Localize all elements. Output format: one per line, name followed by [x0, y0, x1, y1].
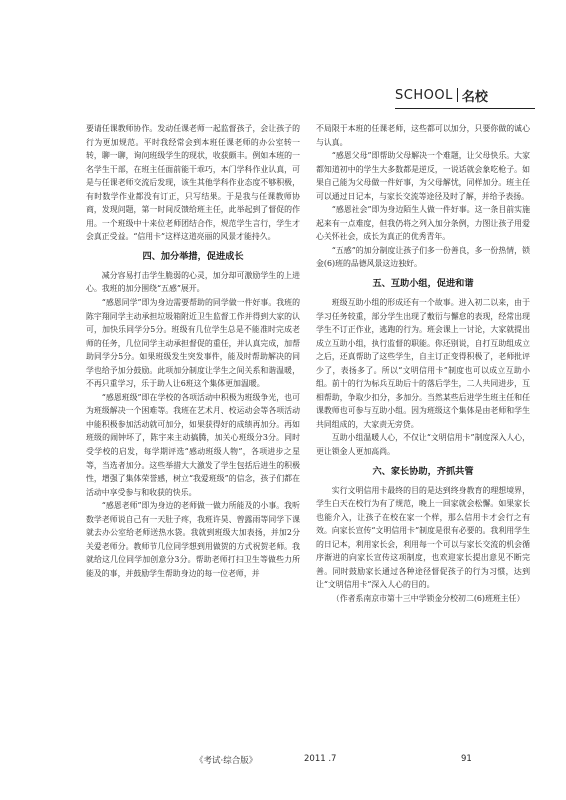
header-rule: [395, 108, 535, 109]
paragraph: 班级互助小组的形成还有一个故事。进入初二以来，由于学习任务较重，部分学生出现了敷衍与懈怠的表现，经常出现学生不订正作业，逃跑的行为。班会课上一讨论，大家就提出成立互助小组，执行监督的职能。你还别说，自打互助组成立之后，还真帮助了这些学生，自主订正变得积极了，老师批评少了，表扬多了。所以“文明信用卡”制度也可以成立互助小组。前十的行为标兵互助后十的落后学生，二人共同进步，互相帮助，争取少扣分，多加分。当然某些后进学生班主任和任课教师也可参与互助小组。因为班级这个集体是由老师和学生共同组成的，大家责无旁贷。: [316, 298, 530, 429]
paragraph: 不局限于本班的任课老师，这些都可以加分，只要你做的诚心与认真。: [316, 124, 530, 147]
author-note: （作者系南京市第十三中学锁金分校初二(6)班班主任）: [331, 593, 525, 603]
issue-date: 2011 .7: [304, 754, 337, 764]
section-heading-6: 六、家长协助，齐抓共管: [372, 465, 474, 477]
section-heading-5: 五、互助小组，促进和谐: [372, 278, 474, 290]
page-number: 91: [461, 754, 472, 764]
paragraph: “感恩社会”即为身边陌生人做一件好事。这一条目前实施起来有一点难度，但我仍将之列入加分条例，力图让孩子用爱心关怀社会，成长为真正的优秀青年。: [316, 205, 530, 242]
paragraph: 减分容易打击学生脆弱的心灵，加分却可激励学生的上进心。我班的加分围绕“五感”展开。: [86, 270, 300, 294]
paragraph: 要请任课教师协作。发动任课老师一起监督孩子，会让孩子的行为更加规范。平时我经常会到本班任课老师的办公室转一转，聊一聊，询问班级学生的现状，收获颇丰。例如本班的一名学生干部，在班主任面前能干乖巧，本门学科作业认真，可是与任课老师交流后发现，该生其他学科作业态度不够积极，有时数学作业都没有订正，只写结果。于是我与任课教师协商，发现问题，第一时间反馈给班主任，此举起到了督促的作用。一个班级中十来位老师团结合作，规范学生言行，学生才会真正受益。“信用卡”这样这道亮丽的风景才能持久。: [86, 124, 300, 242]
section-heading-4: 四、加分举措，促进成长: [142, 250, 244, 262]
page-footer: [0, 754, 566, 768]
section-header: [395, 84, 535, 106]
paragraph: 互助小组温暖人心，不仅让“文明信用卡”制度深入人心，更让锁金人更加高尚。: [316, 433, 530, 457]
header-brand: SCHOOL: [395, 87, 453, 103]
paragraph: “五感”的加分制度让孩子们多一份善良，多一份热情，锁金(6)班的品德风景这边独好。: [316, 245, 530, 269]
header-divider: [457, 88, 458, 102]
right-column: [316, 122, 530, 606]
paragraph: “感恩同学”即为身边需要帮助的同学做一件好事。我班的陈宇翔同学主动承担垃圾箱附近卫生监督工作并得到大家的认可，加快乐同学分5分。班级有几位学生总是不能准时完成老师的任务，几位同学主动承担督促的重任，并认真完成，加帮助同学分5分。如果班级发生突发事件，能及时帮助解决的同学也给予加分鼓励。此项加分制度让学生之间关系和谐温暖，不再只重学习，乐于助人让6班这个集体更加温暖。: [86, 298, 300, 389]
paragraph: 实行文明信用卡最终的目的是达到终身教育的理想境界，学生白天在校行为有了规范，晚上一回家就会松懈。如果家长也能介入，让孩子在校在家一个样，那么信用卡才会行之有效。向家长宣传“文明信用卡”制度是很有必要的。我利用学生的日记本，利用家长会，利用每一个可以与家长交流的机会循序渐进的向家长宣传这项制度，也欢迎家长提出意见不断完善。同时鼓励家长通过各种途径督促孩子的行为习惯，达到让“文明信用卡”深入人心的目的。: [316, 485, 530, 590]
header-category: 名校: [461, 89, 488, 105]
paragraph: “感恩父母”即帮助父母解决一个难题，让父母快乐。大家都知道初中的学生大多数都是逆反，一说话就会象吃枪子。如果自己能为父母做一件好事，为父母解忧，同样加分。班主任可以通过日记本，与家长交流等途径及时了解，并给予表扬。: [316, 151, 530, 201]
left-column: [86, 122, 300, 581]
paragraph: “感恩班级”即在学校的各项活动中积极为班级争光，也可为班级解决一个困难等。我班在艺术月、校运动会等各项活动中能积极参加活动就可加分，如果获得好的成绩再加分。再如班级的闹钟坏了，陈宇来主动搞腾，加关心班级分3分。同时受学校的启发，每学期评选“感动班级人物”，各项进步之星等，当选者加分。这些举措大大激发了学生包括后进生的积极性，增强了集体荣誉感，树立“我爱班级”的信念，孩子们都在活动中享受参与和收获的快乐。: [86, 392, 300, 497]
journal-name: 《考试·综合版》: [195, 756, 258, 766]
paragraph: “感恩老师”即为身边的老师做一做力所能及的小事。我听数学老师说自己有一天肚子疼，我班许昊、曾露雨等同学下课就去办公室给老师送热水袋。我就到班级大加表扬，并加2分关爱老师分。教师节几位同学想到用做贺的方式祝贺老师。我就给这几位同学加创意分3分。帮助老师打扫卫生等做些力所能及的事，并鼓励学生帮助身边的每一位老师，并: [86, 501, 300, 578]
